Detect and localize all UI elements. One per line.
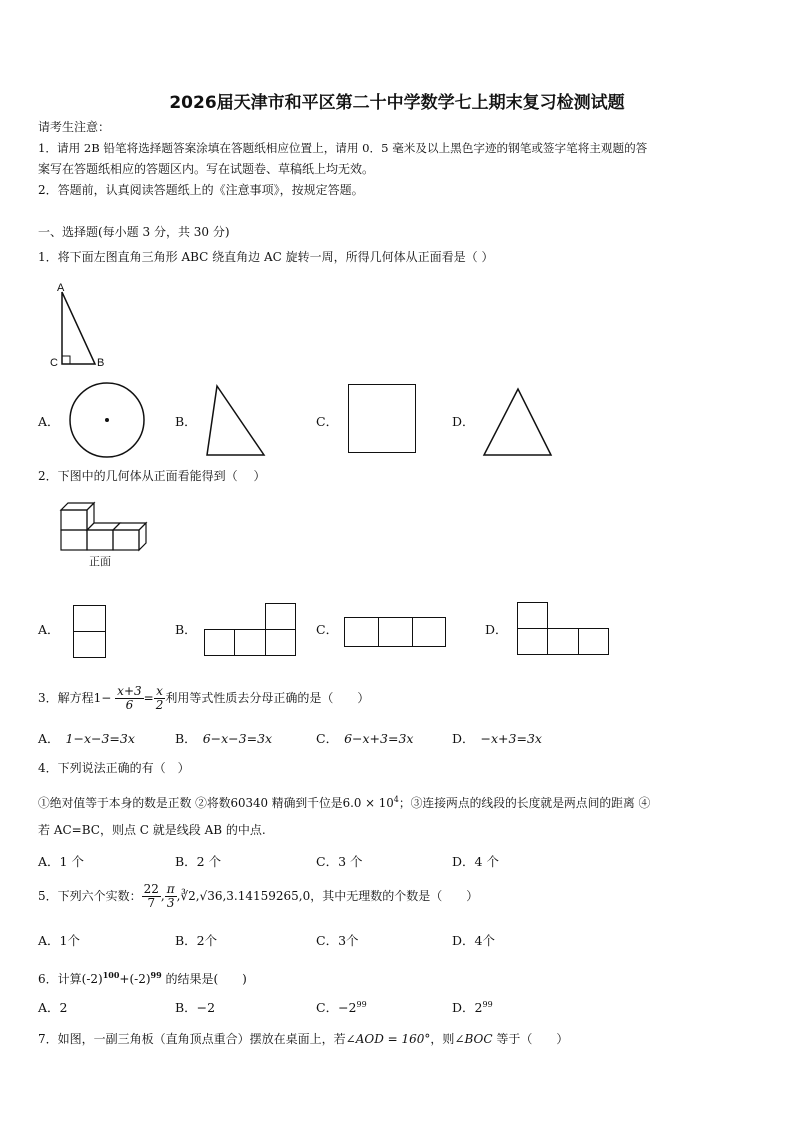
q5-f2-den: 3 (166, 896, 175, 910)
q5-prefix: 5．下列六个实数： (38, 889, 142, 903)
q3-b-label: B． (175, 731, 197, 746)
q5-suffix: ，其中无理数的个数是（ ） (310, 889, 479, 903)
q3-frac1-num: x+3 (117, 684, 142, 698)
q3-a-expr: 1−x−3=3x (65, 731, 135, 746)
q6-part-b: +(-2) (119, 972, 151, 986)
q7-part-c: 等于（ ） (492, 1032, 569, 1046)
section-heading: 一、选择题(每小题 3 分，共 30 分) (38, 225, 230, 239)
q3-frac2-den: 2 (155, 698, 164, 712)
q2-c-square-1 (344, 617, 379, 647)
q3-c-label: C． (316, 731, 339, 746)
q7-part-a: 7．如图，一副三角板（直角顶点重合）摆放在桌面上，若 (38, 1032, 346, 1046)
question-3-stem (38, 683, 369, 713)
q2-c-square-3 (412, 617, 446, 647)
notice-item-1-line-1: 1．请用 2B 铅笔将选择题答案涂填在答题纸相应位置上，请用 0．5 毫米及以上黑色字迹的钢笔或签字笔将主观题的答 (38, 141, 648, 155)
q6-exp-100: 100 (102, 970, 120, 980)
question-5-option-b[interactable]: B．2个 (175, 933, 218, 948)
question-6-stem (38, 966, 247, 988)
q5-fraction-pi-3 (165, 883, 177, 910)
front-view-label: 正面 (89, 555, 111, 568)
question-5-option-d[interactable]: D．4个 (452, 933, 495, 948)
q3-b-expr: 6−x−3=3x (202, 731, 273, 746)
question-5-option-a[interactable]: A．1个 (38, 933, 80, 948)
q6-d-base: D．2 (452, 1000, 483, 1015)
question-4-option-a[interactable]: A．1 个 (38, 854, 84, 869)
question-6-option-c[interactable] (316, 998, 367, 1016)
question-3-option-b[interactable] (175, 729, 272, 747)
q2-d-square-2 (547, 628, 579, 655)
question-4-option-d[interactable]: D．4 个 (452, 854, 499, 869)
q3-one: 1− (93, 691, 112, 705)
q4-sci-notation: 6.0 × 10 (342, 795, 394, 810)
question-1-option-d-label[interactable]: D． (452, 414, 475, 429)
question-2-option-a-label[interactable]: A． (38, 622, 60, 637)
q4-statement-part-1: ①绝对值等于本身的数是正数 ②将数60340 精确到千位是 (38, 795, 343, 810)
q5-sep: , (160, 889, 165, 903)
question-6-option-a[interactable]: A．2 (38, 1000, 68, 1015)
q3-equals: = (143, 691, 154, 705)
question-6-option-d[interactable] (452, 998, 493, 1016)
page-title: 2026届天津市和平区第二十中学数学七上期末复习检测试题 (169, 93, 625, 113)
question-4-option-c[interactable]: C．3 个 (316, 854, 363, 869)
question-1-stem: 1．将下面左图直角三角形 ABC 绕直角边 AC 旋转一周，所得几何体从正面看是（ ） (38, 250, 494, 264)
question-7-stem (38, 1030, 568, 1048)
notice-heading: 请考生注意： (38, 120, 111, 134)
question-5-option-c[interactable]: C．3个 (316, 933, 359, 948)
vertex-label-b: B (97, 357, 105, 369)
q3-fraction-1 (115, 685, 143, 712)
q2-c-square-2 (378, 617, 413, 647)
question-2-option-b-label[interactable]: B． (175, 622, 197, 637)
q2-b-square-2 (234, 629, 266, 656)
q7-part-b: ，则 (430, 1032, 455, 1046)
notice-item-2: 2．答题前，认真阅读答题纸上的《注意事项》，按规定答题。 (38, 183, 364, 197)
q2-d-square-3 (578, 628, 609, 655)
q3-fraction-2 (154, 685, 166, 712)
question-3-option-c[interactable] (316, 729, 413, 747)
q6-c-exp: 99 (356, 999, 367, 1009)
q5-rest: ,∛2,√36,3.14159265,0 (176, 889, 311, 903)
q3-frac2-num: x (154, 685, 166, 699)
vertex-label-c: C (50, 357, 58, 369)
q3-d-label: D． (452, 731, 475, 746)
question-1-option-a-label[interactable]: A． (38, 414, 60, 429)
question-4-statements-line-2: 若 AC=BC，则点 C 就是线段 AB 的中点. (38, 823, 266, 837)
question-3-option-d[interactable] (452, 729, 542, 747)
q2-b-square-top (265, 603, 296, 630)
q6-c-base: C．−2 (316, 1000, 357, 1015)
question-4-statements-line-1 (38, 791, 650, 812)
notice-item-1-line-2: 案写在答题纸相应的答题区内。写在试题卷、草稿纸上均无效。 (38, 162, 375, 176)
q3-c-expr: 6−x+3=3x (344, 731, 414, 746)
question-2-stem: 2．下图中的几何体从正面看能得到（ ） (38, 469, 266, 483)
q3-prefix: 3．解方程 (38, 691, 94, 705)
question-4-option-b[interactable]: B．2 个 (175, 854, 222, 869)
question-1-option-c-label[interactable]: C． (316, 414, 339, 429)
question-2-option-d-label[interactable]: D． (485, 622, 508, 637)
question-5-stem (38, 879, 478, 913)
q6-part-c: 的结果是( ) (161, 972, 247, 986)
q5-fraction-22-7 (142, 883, 161, 910)
q2-b-square-3 (265, 629, 296, 656)
question-3-option-a[interactable] (38, 729, 135, 747)
q6-part-a: 6．计算(-2) (38, 972, 103, 986)
q2-a-square-top (73, 605, 106, 632)
q7-angle-aod: ∠AOD = 160° (345, 1032, 431, 1046)
q2-d-square-1 (517, 628, 548, 655)
q3-a-label: A． (38, 731, 60, 746)
q4-statement-part-2: ；③连接两点的线段的长度就是两点间的距离 ④ (398, 795, 651, 810)
question-4-stem: 4．下列说法正确的有（ ） (38, 761, 190, 775)
question-2-option-c-label[interactable]: C． (316, 622, 339, 637)
q2-a-square-bottom (73, 631, 106, 658)
q3-frac1-den: 6 (125, 698, 134, 712)
question-6-option-b[interactable]: B．−2 (175, 1000, 216, 1015)
q3-d-expr: −x+3=3x (480, 731, 542, 746)
q5-f2-num: π (166, 882, 175, 896)
q6-exp-99: 99 (150, 970, 162, 980)
q6-d-exp: 99 (482, 999, 493, 1009)
question-1-option-b-label[interactable]: B． (175, 414, 197, 429)
q2-d-square-top (517, 602, 548, 629)
q5-f1-num: 22 (143, 882, 159, 896)
q2-b-square-1 (204, 629, 235, 656)
q7-angle-boc: ∠BOC (454, 1032, 493, 1046)
q4-exponent: 4 (393, 795, 399, 804)
q3-suffix: 利用等式性质去分母正确的是（ ） (165, 691, 370, 705)
q5-f1-den: 7 (147, 896, 156, 910)
vertex-label-a: A (57, 282, 65, 294)
